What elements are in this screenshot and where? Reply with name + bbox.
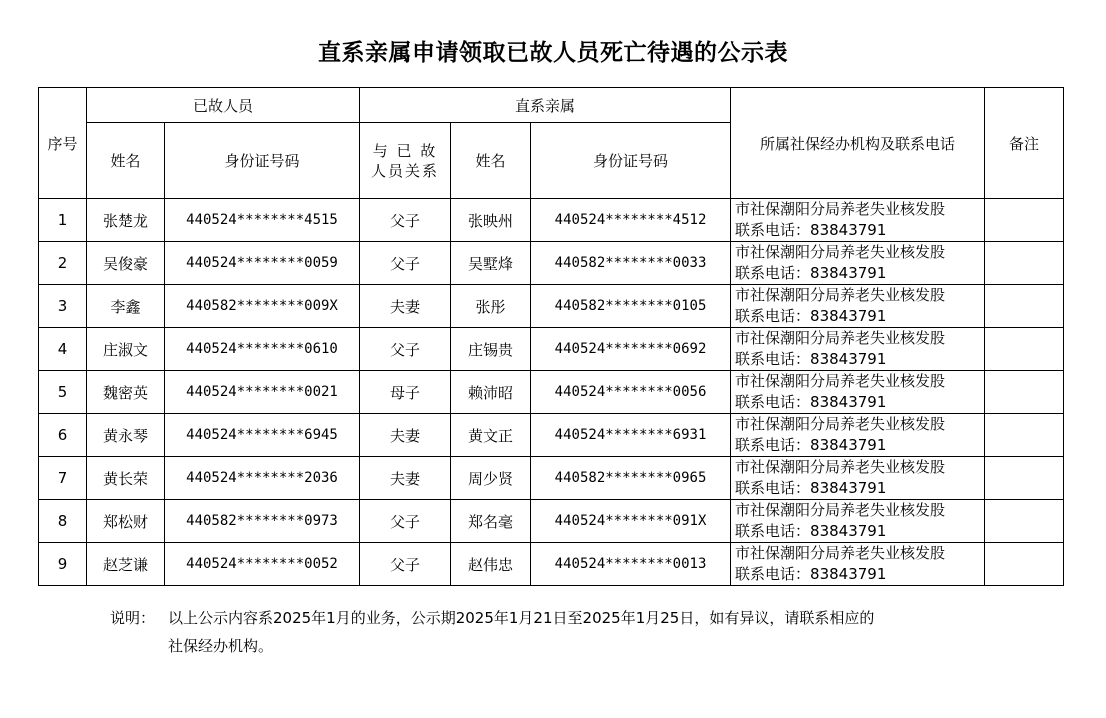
cell-name: 魏密英 xyxy=(87,371,165,414)
cell-rel-id: 440582********0965 xyxy=(531,457,731,500)
cell-seq: 7 xyxy=(39,457,87,500)
cell-id: 440582********0973 xyxy=(165,500,360,543)
org-phone: 联系电话：83843791 xyxy=(735,479,887,497)
header-rel-name: 姓名 xyxy=(451,123,531,199)
org-name: 市社保潮阳分局养老失业核发股 xyxy=(735,458,946,476)
cell-rel-name: 张彤 xyxy=(451,285,531,328)
note-line-2: 社保经办机构。 xyxy=(168,637,274,655)
cell-rel-id: 440524********091X xyxy=(531,500,731,543)
header-relation-label: 与 已 故人员关系 xyxy=(371,141,440,180)
cell-seq: 9 xyxy=(39,543,87,586)
cell-seq: 8 xyxy=(39,500,87,543)
table-row xyxy=(39,285,1064,328)
table-row xyxy=(39,500,1064,543)
header-relative-group: 直系亲属 xyxy=(360,88,731,123)
note-line-1 xyxy=(110,604,874,632)
cell-remark xyxy=(985,285,1064,328)
cell-org xyxy=(731,457,985,500)
note-label: 说明： xyxy=(110,609,156,627)
table-row xyxy=(39,371,1064,414)
cell-relation: 父子 xyxy=(360,543,451,586)
cell-remark xyxy=(985,371,1064,414)
cell-name: 黄长荣 xyxy=(87,457,165,500)
cell-name: 黄永琴 xyxy=(87,414,165,457)
cell-org xyxy=(731,242,985,285)
cell-id: 440524********0610 xyxy=(165,328,360,371)
cell-rel-name: 黄文正 xyxy=(451,414,531,457)
cell-remark xyxy=(985,414,1064,457)
cell-remark xyxy=(985,500,1064,543)
header-name: 姓名 xyxy=(87,123,165,199)
header-org: 所属社保经办机构及联系电话 xyxy=(731,88,985,199)
header-rel-id: 身份证号码 xyxy=(531,123,731,199)
cell-rel-name: 赵伟忠 xyxy=(451,543,531,586)
cell-rel-name: 周少贤 xyxy=(451,457,531,500)
header-deceased-group: 已故人员 xyxy=(87,88,360,123)
cell-relation: 父子 xyxy=(360,500,451,543)
cell-remark xyxy=(985,199,1064,242)
org-name: 市社保潮阳分局养老失业核发股 xyxy=(735,415,946,433)
notice-table xyxy=(38,87,1064,586)
header-relation xyxy=(360,123,451,199)
table-row xyxy=(39,199,1064,242)
cell-name: 吴俊豪 xyxy=(87,242,165,285)
cell-org xyxy=(731,414,985,457)
cell-rel-name: 庄锡贵 xyxy=(451,328,531,371)
header-remark: 备注 xyxy=(985,88,1064,199)
cell-id: 440524********0021 xyxy=(165,371,360,414)
cell-rel-name: 郑名毫 xyxy=(451,500,531,543)
cell-id: 440524********2036 xyxy=(165,457,360,500)
cell-remark xyxy=(985,457,1064,500)
cell-rel-id: 440524********6931 xyxy=(531,414,731,457)
org-name: 市社保潮阳分局养老失业核发股 xyxy=(735,200,946,218)
note-text-1: 以上公示内容系2025年1月的业务，公示期2025年1月21日至2025年1月25日，如有异议，请联系相应的 xyxy=(168,609,875,627)
notice-note xyxy=(110,604,874,660)
cell-relation: 父子 xyxy=(360,242,451,285)
cell-seq: 3 xyxy=(39,285,87,328)
cell-relation: 父子 xyxy=(360,199,451,242)
cell-seq: 6 xyxy=(39,414,87,457)
org-name: 市社保潮阳分局养老失业核发股 xyxy=(735,372,946,390)
org-phone: 联系电话：83843791 xyxy=(735,264,887,282)
cell-name: 赵芝谦 xyxy=(87,543,165,586)
cell-rel-id: 440524********0056 xyxy=(531,371,731,414)
org-name: 市社保潮阳分局养老失业核发股 xyxy=(735,286,946,304)
cell-id: 440524********0059 xyxy=(165,242,360,285)
table-row xyxy=(39,457,1064,500)
cell-org xyxy=(731,500,985,543)
org-phone: 联系电话：83843791 xyxy=(735,350,887,368)
org-phone: 联系电话：83843791 xyxy=(735,393,887,411)
cell-id: 440582********009X xyxy=(165,285,360,328)
cell-org xyxy=(731,328,985,371)
cell-rel-id: 440582********0105 xyxy=(531,285,731,328)
org-phone: 联系电话：83843791 xyxy=(735,436,887,454)
cell-id: 440524********4515 xyxy=(165,199,360,242)
cell-remark xyxy=(985,242,1064,285)
cell-rel-id: 440582********0033 xyxy=(531,242,731,285)
cell-relation: 夫妻 xyxy=(360,285,451,328)
org-phone: 联系电话：83843791 xyxy=(735,221,887,239)
org-name: 市社保潮阳分局养老失业核发股 xyxy=(735,329,946,347)
cell-id: 440524********6945 xyxy=(165,414,360,457)
cell-rel-name: 吴墅烽 xyxy=(451,242,531,285)
cell-rel-id: 440524********0692 xyxy=(531,328,731,371)
cell-seq: 1 xyxy=(39,199,87,242)
cell-seq: 4 xyxy=(39,328,87,371)
header-seq: 序号 xyxy=(39,88,87,199)
cell-remark xyxy=(985,543,1064,586)
cell-rel-name: 张映州 xyxy=(451,199,531,242)
table-row xyxy=(39,543,1064,586)
cell-relation: 母子 xyxy=(360,371,451,414)
org-name: 市社保潮阳分局养老失业核发股 xyxy=(735,544,946,562)
cell-relation: 夫妻 xyxy=(360,457,451,500)
cell-org xyxy=(731,543,985,586)
cell-org xyxy=(731,285,985,328)
org-name: 市社保潮阳分局养老失业核发股 xyxy=(735,243,946,261)
table-row xyxy=(39,328,1064,371)
cell-name: 郑松财 xyxy=(87,500,165,543)
header-row-1 xyxy=(39,88,1064,123)
cell-seq: 2 xyxy=(39,242,87,285)
table-row xyxy=(39,242,1064,285)
cell-seq: 5 xyxy=(39,371,87,414)
org-phone: 联系电话：83843791 xyxy=(735,565,887,583)
cell-rel-id: 440524********4512 xyxy=(531,199,731,242)
header-id: 身份证号码 xyxy=(165,123,360,199)
org-phone: 联系电话：83843791 xyxy=(735,307,887,325)
cell-org xyxy=(731,199,985,242)
org-name: 市社保潮阳分局养老失业核发股 xyxy=(735,501,946,519)
cell-id: 440524********0052 xyxy=(165,543,360,586)
cell-remark xyxy=(985,328,1064,371)
cell-name: 李鑫 xyxy=(87,285,165,328)
cell-relation: 夫妻 xyxy=(360,414,451,457)
cell-name: 庄淑文 xyxy=(87,328,165,371)
cell-rel-name: 赖沛昭 xyxy=(451,371,531,414)
page-title: 直系亲属申请领取已故人员死亡待遇的公示表 xyxy=(318,40,788,66)
cell-org xyxy=(731,371,985,414)
cell-name: 张楚龙 xyxy=(87,199,165,242)
org-phone: 联系电话：83843791 xyxy=(735,522,887,540)
cell-rel-id: 440524********0013 xyxy=(531,543,731,586)
cell-relation: 父子 xyxy=(360,328,451,371)
table-row xyxy=(39,414,1064,457)
